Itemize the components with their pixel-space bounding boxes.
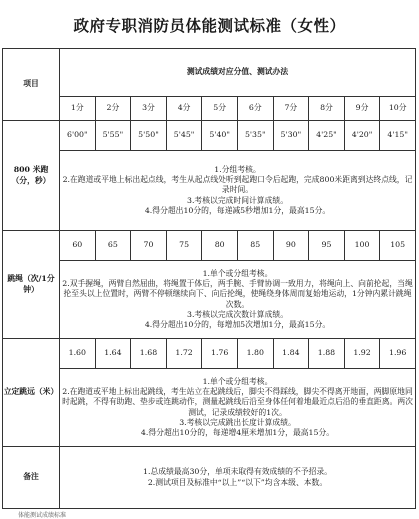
standards-table	[2, 48, 416, 509]
score-header-cell: 9分	[344, 97, 380, 121]
value-cell: 65	[95, 231, 131, 261]
value-cell: 4'25"	[309, 121, 345, 151]
score-header-cell: 1分	[60, 97, 96, 121]
value-cell: 5'30"	[273, 121, 309, 151]
rule-line: 4.得分超出10分的，每递减5秒增加1分，最高15分。	[144, 205, 331, 215]
item-name-cell: 800 米跑（分，秒）	[3, 121, 60, 231]
value-cell: 1.72	[166, 339, 202, 369]
rule-line: 1.单个或分组考核。	[202, 377, 273, 387]
value-cell: 6'00"	[60, 121, 96, 151]
notes-label-cell: 备注	[3, 447, 60, 509]
item-name-cell: 跳绳（次/1分钟）	[3, 231, 60, 339]
table-row	[3, 339, 416, 369]
value-cell: 5'45"	[166, 121, 202, 151]
rule-line: 3.考核以完成跳出长度计算成绩。	[179, 417, 296, 427]
value-cell: 60	[60, 231, 96, 261]
value-cell: 75	[166, 231, 202, 261]
rule-line: 4.得分超出10分的，每递增4厘米增加1分，最高15分。	[140, 427, 335, 437]
value-cell: 95	[309, 231, 345, 261]
rule-line: 2.双手握绳，两臂自然屈曲，将绳置于体后，两手腕、手臂协调一致用力，将绳向上、向前抡起，当绳抡至头以上位置时，两臂不停顿继续向下、向后抡绳，使绳绕身体周而复始地运动，1分钟内累计跳绳次数。	[62, 279, 413, 309]
value-cell: 1.68	[131, 339, 167, 369]
rules-row	[3, 151, 416, 231]
value-cell: 100	[344, 231, 380, 261]
group-header-cell: 测试成绩对应分值、测试办法	[60, 49, 416, 97]
rule-line: 3.考核以完成时间计算成绩。	[186, 195, 288, 205]
value-cell: 80	[202, 231, 238, 261]
table-header-row	[3, 49, 416, 97]
rule-line: 3.考核以完成次数计算成绩。	[186, 309, 288, 319]
rule-line: 2.在跑道或平地上标出起点线，考生从起点线处听到起跑口令后起跑，完成800米距离到达终点线，记录时间。	[62, 175, 413, 195]
table-row	[3, 121, 416, 151]
rules-row	[3, 261, 416, 339]
value-cell: 5'40"	[202, 121, 238, 151]
rules-cell	[60, 369, 416, 447]
value-cell: 5'55"	[95, 121, 131, 151]
note-line: 1.总成绩最高30分，单项未取得有效成绩的不予招录。	[143, 467, 332, 477]
rule-line: 1.单个或分组考核。	[202, 269, 273, 279]
value-cell: 1.60	[60, 339, 96, 369]
value-cell: 105	[380, 231, 416, 261]
item-name-cell: 立定跳远（米）	[3, 339, 60, 447]
value-cell: 1.88	[309, 339, 345, 369]
score-header-cell: 7分	[273, 97, 309, 121]
value-cell: 4'15"	[380, 121, 416, 151]
value-cell: 1.76	[202, 339, 238, 369]
value-cell: 5'35"	[237, 121, 273, 151]
score-header-cell: 8分	[309, 97, 345, 121]
rule-line: 1.分组考核。	[214, 165, 261, 175]
score-header-row	[3, 97, 416, 121]
score-header-cell: 10分	[380, 97, 416, 121]
value-cell: 5'50"	[131, 121, 167, 151]
value-cell: 90	[273, 231, 309, 261]
score-header-cell: 2分	[95, 97, 131, 121]
score-header-cell: 4分	[166, 97, 202, 121]
value-cell: 1.92	[344, 339, 380, 369]
score-header-cell: 3分	[131, 97, 167, 121]
value-cell: 1.84	[273, 339, 309, 369]
notes-row	[3, 447, 416, 509]
rule-line: 2.在跑道或平地上标出起跳线，考生站立在起跳线后，脚尖不得踩线，脚尖不得离开地面，两脚原地同时起跳，不得有助跑、垫步或连跳动作，测量起跳线后沿至身体任何着地最近点后沿的垂直距离。两次测试，记录成绩较好的1次。	[62, 387, 413, 417]
rule-line: 4.得分超出10分的，每增加5次增加1分，最高15分。	[144, 319, 331, 329]
value-cell: 4'20"	[344, 121, 380, 151]
value-cell: 1.64	[95, 339, 131, 369]
notes-cell	[60, 447, 416, 509]
score-header-cell: 6分	[237, 97, 273, 121]
item-header-cell: 项目	[3, 49, 60, 121]
table-row	[3, 231, 416, 261]
rules-cell	[60, 261, 416, 339]
footer-text: 体能测试成绩标准	[18, 512, 67, 519]
note-line: 2.测试项目及标准中“以上”“以下”均含本级、本数。	[147, 477, 328, 487]
score-header-cell: 5分	[202, 97, 238, 121]
value-cell: 1.80	[237, 339, 273, 369]
value-cell: 1.96	[380, 339, 416, 369]
page-title: 政府专职消防员体能测试标准（女性）	[73, 16, 346, 35]
rules-row	[3, 369, 416, 447]
rules-cell	[60, 151, 416, 231]
value-cell: 85	[237, 231, 273, 261]
value-cell: 70	[131, 231, 167, 261]
